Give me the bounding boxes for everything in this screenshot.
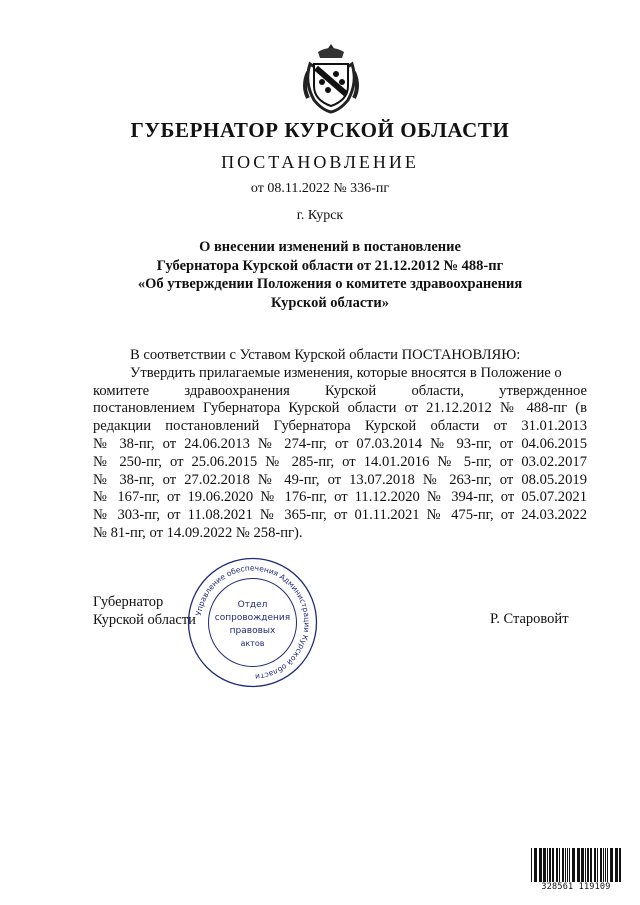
body-line: редакции постановлений Губернатора Курской области от 31.01.2013	[93, 418, 587, 435]
stamp-center-line: правовых	[229, 626, 276, 636]
barcode-bar	[607, 848, 608, 882]
barcode-bar	[581, 848, 584, 882]
body-line: № 38-пг, от 27.02.2018 № 49-пг, от 13.07.2018 № 263-пг, от 08.05.2019	[93, 471, 587, 488]
barcode-bar	[552, 848, 554, 882]
stamp-center-line: Отдел	[237, 600, 268, 610]
body-line: постановлением Губернатора Курской области от 21.12.2012 № 488-пг (в	[93, 400, 587, 417]
barcode-bar	[565, 848, 566, 882]
barcode-bar	[543, 848, 546, 882]
position-line: Курской области	[93, 612, 196, 628]
barcode-bar	[594, 848, 596, 882]
barcode-bar	[585, 848, 586, 882]
barcode-bar	[562, 848, 564, 882]
barcode-bar	[534, 848, 537, 882]
document-body	[93, 347, 587, 543]
body-line: комитете здравоохранения Курской области, утвержденное	[93, 382, 587, 399]
issuer-title: ГУБЕРНАТОР КУРСКОЙ ОБЛАСТИ	[130, 118, 510, 142]
document-barcode	[530, 848, 622, 894]
subject-line: Губернатора Курской области от 21.12.2012 № 488-пг	[156, 257, 504, 274]
barcode-number: 328561 119109	[541, 882, 611, 892]
coat-of-arms-icon	[300, 42, 362, 114]
subject-line: О внесении изменений в постановление	[199, 239, 461, 255]
body-line: № 167-пг, от 19.06.2020 № 176-пг, от 11.12.2020 № 394-пг, от 05.07.2021	[93, 489, 587, 506]
subject-line: «Об утверждении Положения о комитете здравоохранения	[137, 276, 523, 292]
stamp-ring-textpath: Управление обеспечения Администрации Курской области	[193, 563, 312, 682]
body-line: Утвердить прилагаемые изменения, которые вносятся в Положение о	[130, 364, 562, 381]
document-city: г. Курск	[296, 208, 344, 223]
barcode-bar	[597, 848, 598, 882]
position-line: Губернатор	[93, 594, 164, 610]
barcode-bar	[549, 848, 551, 882]
barcode-bar	[600, 848, 602, 882]
barcode-bar	[577, 848, 580, 882]
barcode-bar	[569, 848, 570, 882]
barcode-bar	[572, 848, 575, 882]
barcode-bar	[619, 848, 621, 882]
barcode-bar	[531, 848, 532, 882]
barcode-bars	[530, 848, 622, 882]
body-line: № 250-пг, от 25.06.2015 № 285-пг, от 14.01.2016 № 5-пг, от 03.02.2017	[93, 453, 587, 470]
barcode-bar	[590, 848, 592, 882]
official-stamp	[185, 555, 320, 690]
barcode-bar	[539, 848, 542, 882]
body-line: № 38-пг, от 24.06.2013 № 274-пг, от 07.03.2014 № 93-пг, от 04.06.2015	[93, 435, 587, 452]
document-subject	[90, 238, 570, 312]
body-line: В соответствии с Уставом Курской области ПОСТАНОВЛЯЮ:	[130, 347, 521, 363]
signatory-position	[93, 593, 196, 629]
barcode-bar	[605, 848, 606, 882]
document-type: ПОСТАНОВЛЕНИЕ	[221, 152, 419, 172]
barcode-bar	[559, 848, 560, 882]
stamp-center-line: актов	[240, 639, 265, 648]
body-line: № 303-пг, от 11.08.2021 № 365-пг, от 01.11.2021 № 475-пг, от 24.03.2022	[93, 507, 587, 524]
body-line: № 81-пг, от 14.09.2022 № 258-пг).	[93, 524, 303, 541]
barcode-bar	[603, 848, 604, 882]
subject-line: Курской области»	[271, 294, 389, 311]
barcode-bar	[547, 848, 548, 882]
stamp-center-line: сопровождения	[214, 613, 291, 623]
document-date-number: от 08.11.2022 № 336-пг	[250, 181, 390, 196]
barcode-bar	[615, 848, 618, 882]
signatory-name: Р. Старовойт	[490, 611, 569, 627]
barcode-bar	[587, 848, 589, 882]
barcode-bar	[567, 848, 568, 882]
barcode-bar	[610, 848, 613, 882]
barcode-bar	[556, 848, 558, 882]
